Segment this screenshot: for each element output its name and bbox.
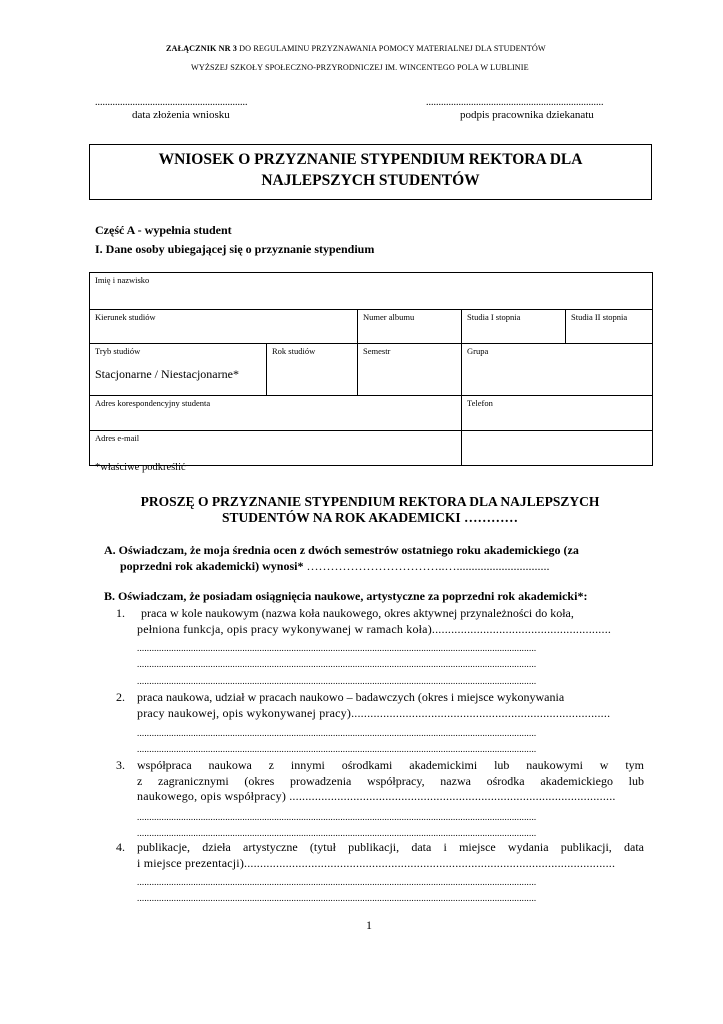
declaration-a-line-1: A. Oświadczam, że moja średnia ocen z dwóch semestrów ostatniego roku akademickiego (za xyxy=(104,543,579,557)
header-line-2: WYŻSZEJ SZKOŁY SPOŁECZNO-PRZYRODNICZEJ IM. WINCENTEGO POLA W LUBLINIE xyxy=(191,63,529,72)
album-number-field[interactable] xyxy=(358,310,462,344)
declaration-a-line-2 xyxy=(104,559,644,575)
item-3-line-1: współpraca naukowa z innymi ośrodkami akademickimi lub naukowymi w tym xyxy=(137,758,644,772)
item-4-number: 4. xyxy=(116,840,125,854)
item-3-number: 3. xyxy=(116,758,125,772)
header-line-1-rest: DO REGULAMINU PRZYZNAWANIA POMOCY MATERIALNEJ DLA STUDENTÓW xyxy=(237,44,546,53)
signature-dots: ....................................................................... xyxy=(426,97,604,108)
album-number-label: Numer albumu xyxy=(363,312,415,322)
item-3-dots-1[interactable]: ................................................................................................................................................................... xyxy=(137,812,537,822)
item-2-text xyxy=(137,690,644,721)
field-of-study-field[interactable] xyxy=(90,310,358,344)
phone-field[interactable] xyxy=(462,396,653,431)
document-title xyxy=(89,144,652,200)
item-1-dots-3[interactable]: ................................................................................................................................................................... xyxy=(137,676,537,686)
study-mode-value: Stacjonarne / Niestacjonarne* xyxy=(95,367,239,381)
item-3-text xyxy=(137,758,644,805)
email-label: Adres e-mail xyxy=(95,433,140,443)
request-heading xyxy=(95,494,645,526)
item-2-line-1: praca naukowa, udział w pracach naukowo – badawczych (okres i miejsce wykonywania xyxy=(137,690,565,704)
applicant-data-table xyxy=(89,272,653,466)
semester-field[interactable] xyxy=(358,344,462,396)
item-1-dots-1[interactable]: ................................................................................................................................................................... xyxy=(137,643,537,653)
email-extra-field[interactable] xyxy=(462,431,653,466)
section-1-heading: I. Dane osoby ubiegającej się o przyznanie stypendium xyxy=(95,242,375,256)
item-1-number: 1. xyxy=(116,606,125,620)
item-3-line-2: z zagranicznymi (okres prowadzenia współpracy, nazwa ośrodka akademickiego lub xyxy=(137,773,644,788)
study-mode-field[interactable] xyxy=(90,344,267,396)
header-line-1 xyxy=(166,44,546,53)
date-dots: ............................................................. xyxy=(95,97,248,108)
phone-label: Telefon xyxy=(467,398,493,408)
item-4-dots-2[interactable]: ................................................................................................................................................................... xyxy=(137,893,537,903)
name-label: Imię i nazwisko xyxy=(95,275,150,285)
item-2-number: 2. xyxy=(116,690,125,704)
first-degree-label: Studia I stopnia xyxy=(467,312,521,322)
group-label: Grupa xyxy=(467,346,489,356)
study-year-field[interactable] xyxy=(267,344,358,396)
name-field[interactable] xyxy=(90,273,653,310)
attachment-number: ZAŁĄCZNIK NR 3 xyxy=(166,44,238,53)
second-degree-label: Studia II stopnia xyxy=(571,312,628,322)
footnote: *właściwe podkreślić xyxy=(95,462,186,473)
signature-caption: podpis pracownika dziekanatu xyxy=(460,109,594,121)
page-number: 1 xyxy=(366,918,372,932)
item-4-line-2: i miejsce prezentacji).................................................................................................................... xyxy=(137,855,616,870)
item-2-line-2: pracy naukowej, opis wykonywanej pracy)................................................................................. xyxy=(137,705,611,720)
study-mode-label: Tryb studiów xyxy=(95,346,141,356)
address-label: Adres korespondencyjny studenta xyxy=(95,398,211,408)
item-1-text xyxy=(137,606,644,637)
item-2-dots-2[interactable]: ................................................................................................................................................................... xyxy=(137,744,537,754)
item-1-line-2: pełniona funkcja, opis pracy wykonywanej w ramach koła)........................................................ xyxy=(137,621,612,636)
item-4-text xyxy=(137,840,644,871)
item-4-dots-1[interactable]: ................................................................................................................................................................... xyxy=(137,877,537,887)
request-line-1: PROSZĘ O PRZYZNANIE STYPENDIUM REKTORA DLA NAJLEPSZYCH xyxy=(140,494,600,509)
email-field[interactable] xyxy=(90,431,462,466)
item-2-dots-1[interactable]: ................................................................................................................................................................... xyxy=(137,728,537,738)
part-a-label: Część A - wypełnia student xyxy=(95,223,232,237)
declaration-b: B. Oświadczam, że posiadam osiągnięcia naukowe, artystyczne za poprzedni rok akademicki*: xyxy=(104,589,588,603)
group-field[interactable] xyxy=(462,344,653,396)
study-year-label: Rok studiów xyxy=(272,346,316,356)
item-3-line-3: naukowego, opis współpracy) ...................................................................................................... xyxy=(137,789,616,803)
declaration-a xyxy=(104,543,644,574)
item-1-line-1: praca w kole naukowym (nazwa koła naukowego, okres aktywnej przynależności do koła, xyxy=(141,606,574,620)
item-1-dots-2[interactable]: ................................................................................................................................................................... xyxy=(137,659,537,669)
date-caption: data złożenia wniosku xyxy=(132,109,230,121)
title-line-2: NAJLEPSZYCH STUDENTÓW xyxy=(261,172,480,189)
request-line-2: STUDENTÓW NA ROK AKADEMICKI ………… xyxy=(221,510,519,525)
item-4-line-1: publikacje, dzieła artystyczne (tytuł publikacji, data i miejsce wydania publikacji, data xyxy=(137,840,644,854)
first-degree-field[interactable] xyxy=(462,310,566,344)
declaration-a-text: poprzedni rok akademicki) wynosi* xyxy=(120,558,304,573)
title-line-1: WNIOSEK O PRZYZNANIE STYPENDIUM REKTORA DLA xyxy=(158,151,583,168)
second-degree-field[interactable] xyxy=(566,310,653,344)
address-field[interactable] xyxy=(90,396,462,431)
field-of-study-label: Kierunek studiów xyxy=(95,312,156,322)
item-3-dots-2[interactable]: ................................................................................................................................................................... xyxy=(137,828,537,838)
semester-label: Semestr xyxy=(363,346,391,356)
average-dots[interactable]: ……………………………..…............................... xyxy=(303,558,550,573)
